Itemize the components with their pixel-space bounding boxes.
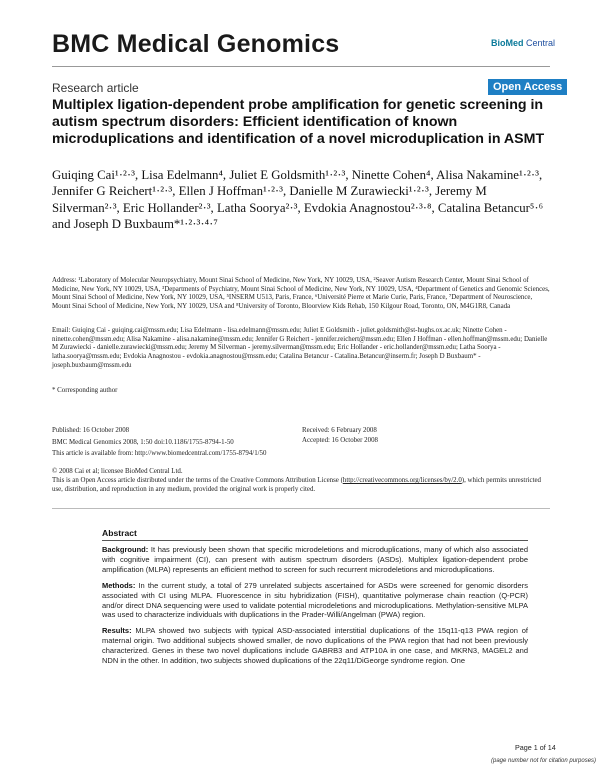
abstract-heading: Abstract xyxy=(102,528,528,541)
license-post: ), which permits unrestricted use, distribution, and reproduction in any medium, provided the original work is properly cited. xyxy=(52,477,541,493)
journal-title: BMC Medical Genomics xyxy=(52,30,340,58)
article-type: Research article xyxy=(52,81,139,95)
background-label: Background: xyxy=(102,545,149,554)
methods-text: In the current study, a total of 279 unrelated subjects ascertained for ASDs were screened for genomic disorders associated with CI using MLPA. Fluorescence in situ hybridization (FISH), quantitative polymerase chain reaction (Q-PCR) and/or direct DNA sequencing were used to validate potential microdeletions and microduplications. Methylation-sensitive MLPA was used to characterize individuals with duplications in the Prader-Willi/Angelman (PWA) region. xyxy=(102,580,528,620)
license-text xyxy=(52,477,550,495)
article-url[interactable]: This article is available from: http://www.biomedcentral.com/1755-8794/1/50 xyxy=(52,450,267,457)
published-date: Published: 16 October 2008 xyxy=(52,427,130,434)
abstract-background xyxy=(102,545,528,575)
page-number: Page 1 of 14 xyxy=(515,743,556,752)
received-date: Received: 6 February 2008 xyxy=(302,427,377,434)
methods-label: Methods: xyxy=(102,580,136,590)
publisher-logo-rest: Central xyxy=(523,38,556,48)
background-text: It has previously been shown that specific microdeletions and microduplications, many of which also associated with cognitive impairment (CI), can present with autism spectrum disorders (ASDs). Multiplex ligation-dependent probe amplification (MLPA) represents an efficient method to screen for such recurrent microdeletions and microduplications. xyxy=(102,545,528,574)
results-text: MLPA showed two subjects with typical ASD-associated interstitial duplications of the 15q11-q13 PWA region of maternal origin. Two additional subjects showed smaller, de novo duplications of the PWA region that had not been previously characterized. Genes in these two novel duplications include GABRB3 and ATP10A in one case, and MKRN3, MAGEL2 and NDN in the other. In addition, two subjects showed duplications of the 22q11/DiGeorge syndrome region. One xyxy=(102,626,528,666)
citation: BMC Medical Genomics 2008, 1:50 doi:10.1186/1755-8794-1-50 xyxy=(52,439,234,446)
affiliations: Address: ¹Laboratory of Molecular Neuropsychiatry, Mount Sinai School of Medicine, New York, NY 10029, USA, ²Seaver Autism Research Center, Mount Sinai School of Medicine, New York, NY 10029, USA, ³Departments of Psychiatry, Mount Sinai School of Medicine, New York, NY 10029, USA, ⁴Department of Genetics and Genomic Sciences, Mount Sinai School of Medicine, New York, NY 10029, USA, ⁵INSERM U513, Paris, France, ⁶Université Pierre et Marie Curie, Paris, France, ⁷Department of Neuroscience, Mount Sinai School of Medicine, New York, NY 10029, USA and ⁸University of Toronto, Bloorview Kids Rehab, 150 Kilgour Road, Toronto, ON, M4G1R8, Canada xyxy=(52,277,550,311)
publisher-logo-bold: BioMed xyxy=(491,38,524,48)
corresponding-author-note: * Corresponding author xyxy=(52,387,118,394)
abstract-section xyxy=(102,528,528,672)
publisher-logo xyxy=(491,38,555,48)
author-emails: Email: Guiqing Cai - guiqing.cai@mssm.edu; Lisa Edelmann - lisa.edelmann@mssm.edu; Juliet E Goldsmith - juliet.goldsmith@st-hughs.ox.ac.uk; Ninette Cohen - ninette.cohen@mssm.edu; Alisa Nakamine - alisa.nakamine@mssm.edu; Jennifer G Reichert - jennifer.reichert@mssm.edu; Ellen J Hoffman - ellen.hoffman@mssm.edu; Danielle M Zurawiecki - danielle.zurawiecki@mssm.edu; Jeremy M Silverman - jeremy.silverman@mssm.edu; Eric Hollander - eric.hollander@mssm.edu; Latha Soorya - latha.soorya@mssm.edu; Evdokia Anagnostou - evdokia.anagnostou@mssm.edu; Catalina Betancur - Catalina.Betancur@inserm.fr; Joseph D Buxbaum* - joseph.buxbaum@mssm.edu xyxy=(52,327,548,369)
accepted-date: Accepted: 16 October 2008 xyxy=(302,437,378,444)
results-label: Results: xyxy=(102,626,132,636)
abstract-methods xyxy=(102,581,528,621)
open-access-badge: Open Access xyxy=(488,79,567,95)
article-title: Multiplex ligation-dependent probe amplification for genetic screening in autism spectrum disorders: Efficient identification of known microduplications and identification of a novel microduplication in ASMT xyxy=(52,97,545,147)
header-divider xyxy=(52,66,550,67)
license-link[interactable]: http://creativecommons.org/licenses/by/2.0 xyxy=(342,477,462,484)
abstract-results xyxy=(102,626,528,666)
page-number-note: (page number not for citation purposes) xyxy=(491,758,597,764)
section-divider xyxy=(52,508,550,509)
copyright: © 2008 Cai et al; licensee BioMed Central Ltd. xyxy=(52,468,183,475)
license-pre: This is an Open Access article distributed under the terms of the Creative Commons Attribution License ( xyxy=(52,477,343,484)
author-list: Guiqing Cai¹·²·³, Lisa Edelmann⁴, Juliet E Goldsmith¹·²·³, Ninette Cohen⁴, Alisa Nakamine¹·²·³, Jennifer G Reichert¹·²·³, Ellen J Hoffman¹·²·³, Danielle M Zurawiecki¹·²·³, Jeremy M Silverman²·³, Eric Hollander²·³, Latha Soorya²·³, Evdokia Anagnostou²·³·⁸, Catalina Betancur⁵·⁶ and Joseph D Buxbaum*¹·²·³·⁴·⁷ xyxy=(52,168,544,232)
